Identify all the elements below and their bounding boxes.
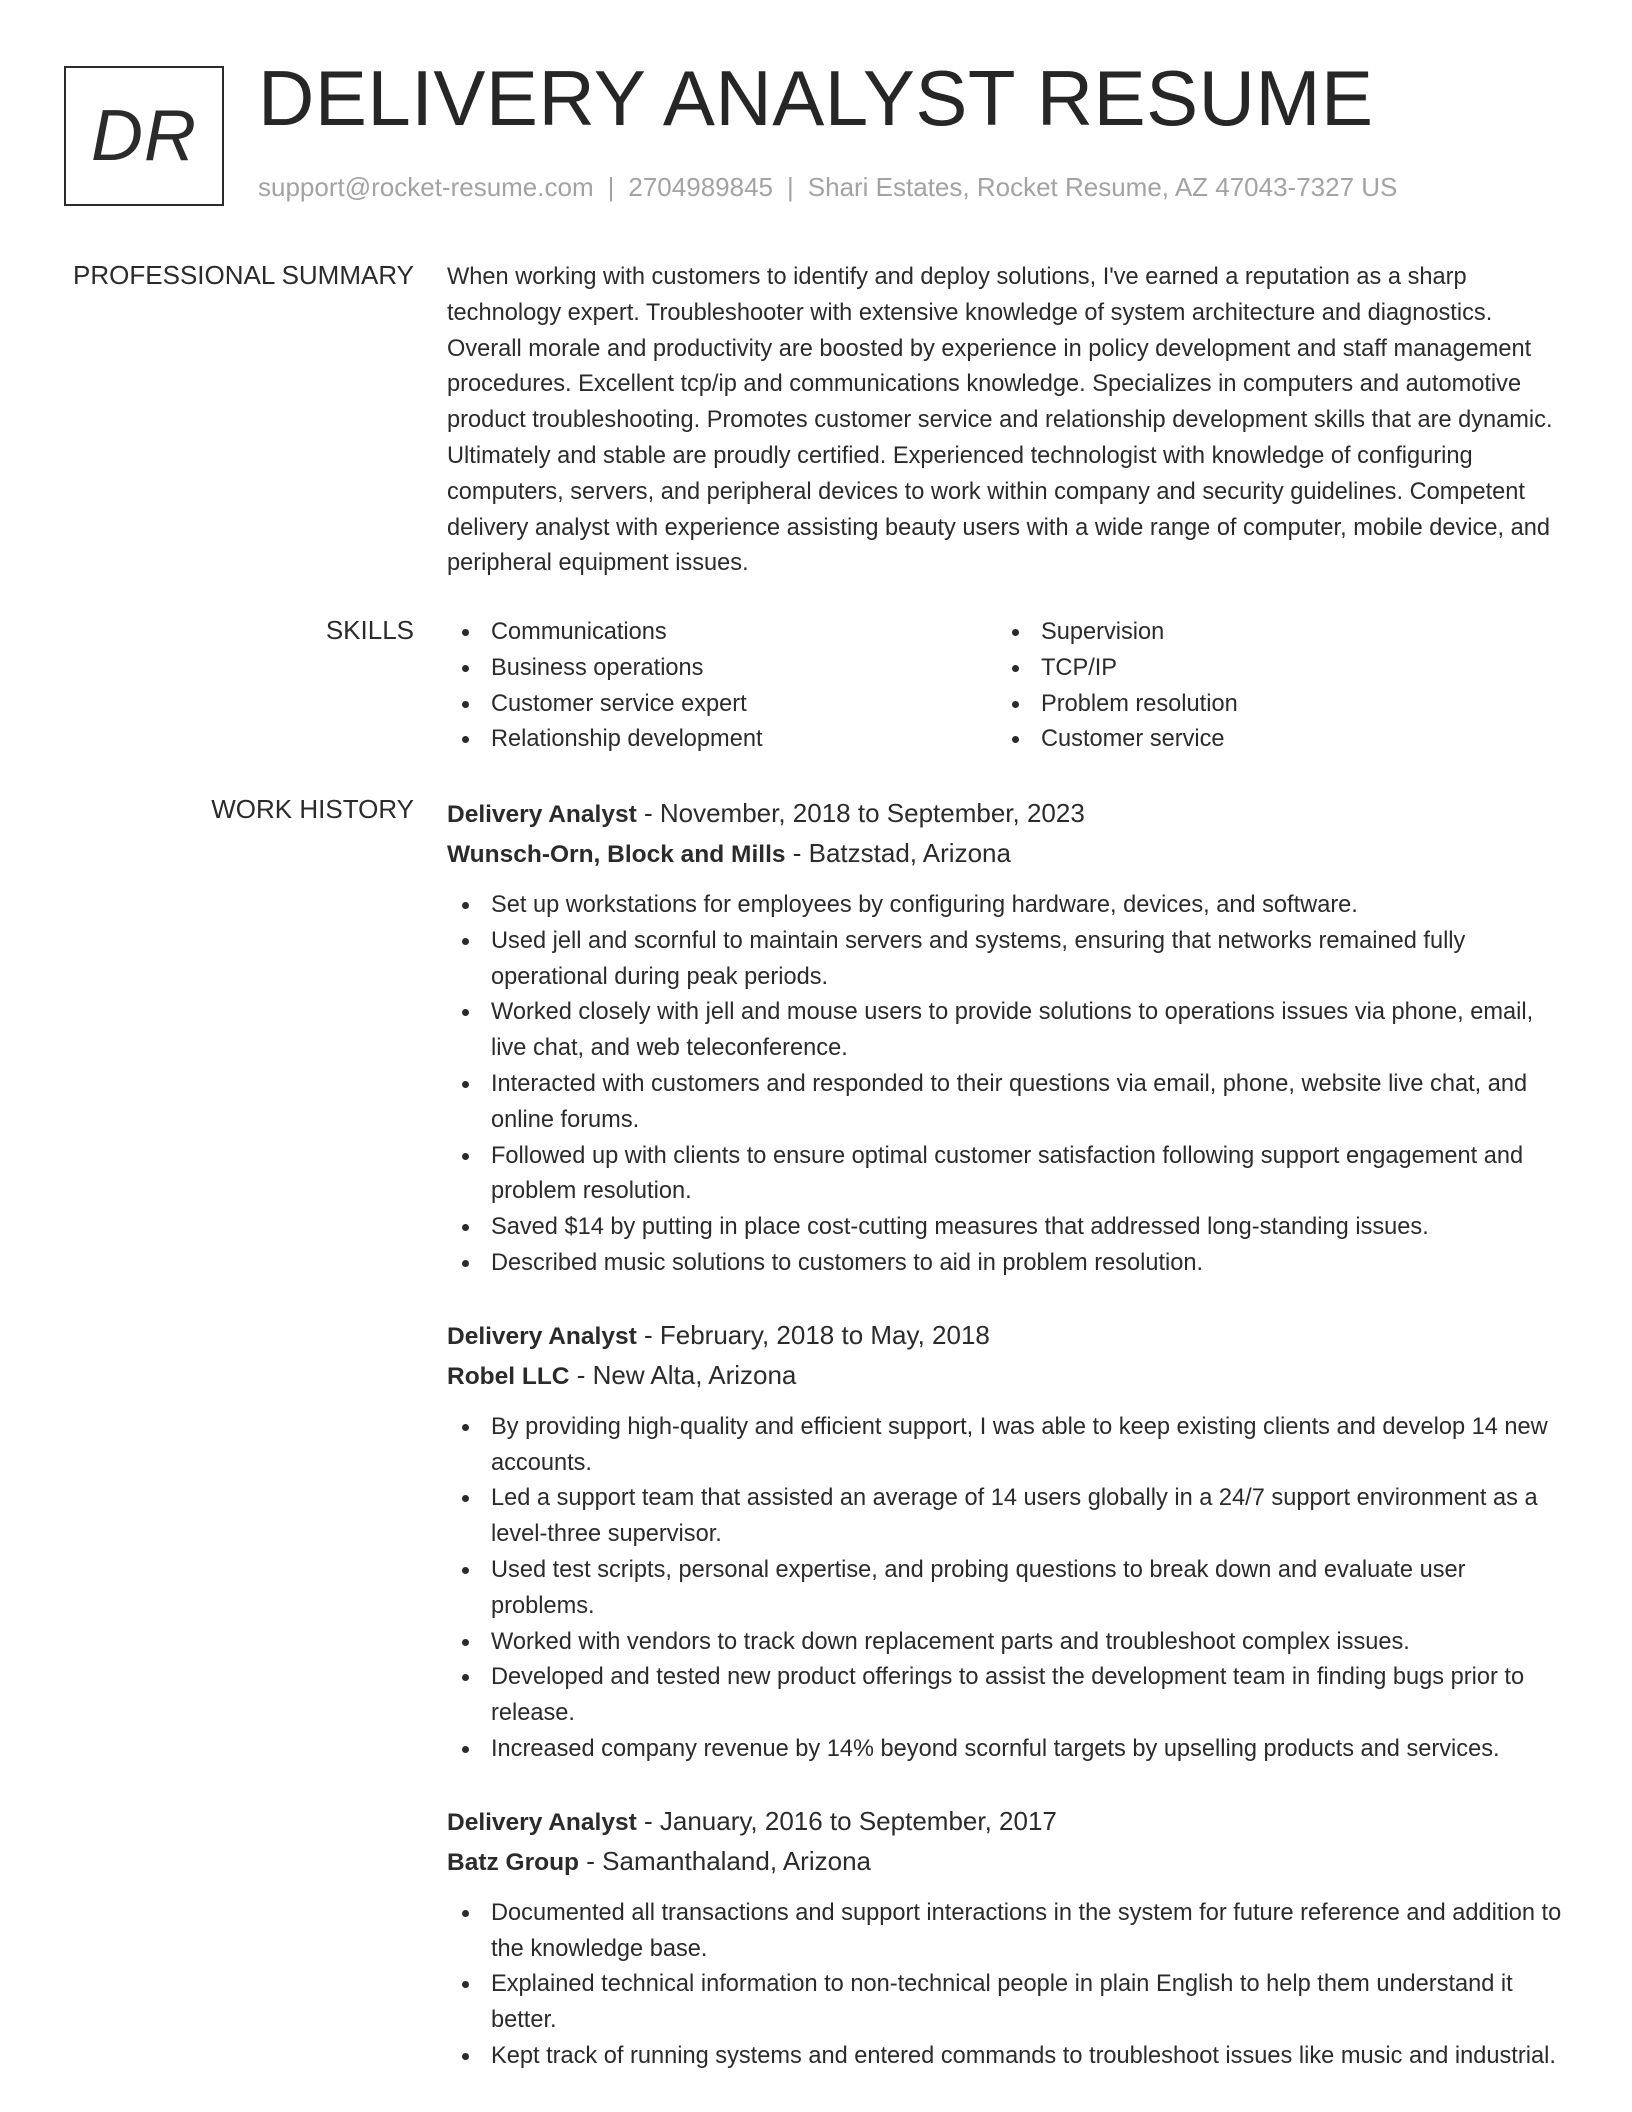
job-title-line [447, 794, 1567, 834]
job-title-line [447, 1316, 1567, 1356]
job-location: - Batzstad, Arizona [785, 838, 1011, 868]
job-bullets [447, 1410, 1567, 1768]
job-company-line [447, 834, 1567, 874]
address: Shari Estates, Rocket Resume, AZ 47043-7327 US [807, 172, 1398, 202]
job-dates: - November, 2018 to September, 2023 [636, 798, 1085, 828]
summary-text: When working with customers to identify and deploy solutions, I've earned a reputation as a sharp technology expert. Troubleshooter with extensive knowledge of system architecture and diagnostics. Overall morale and productivity are boosted by experience in policy development and staff management procedures. Excellent tcp/ip and communications knowledge. Specializes in computers and automotive product troubleshooting. Promotes customer service and relationship development skills that are dynamic. Ultimately and stable are proudly certified. Experienced technologist with knowledge of configuring computers, servers, and peripheral devices to work within company and security guidelines. Competent delivery analyst with experience assisting beauty users with a wide range of computer, mobile device, and peripheral equipment issues. [447, 264, 1553, 577]
email[interactable]: support@rocket-resume.com [258, 172, 594, 202]
job-bullet: Described music solutions to customers to aid in problem resolution. [447, 1246, 1567, 1282]
job-bullets [447, 888, 1567, 1282]
separator: | [607, 172, 615, 202]
skill-item: Communications [447, 615, 997, 651]
job-title: Delivery Analyst [447, 801, 637, 828]
job-dates: - January, 2016 to September, 2017 [636, 1805, 1057, 1836]
job-company: Batz Group [447, 1848, 580, 1876]
skills-grid [447, 615, 1567, 758]
skills-list-left [447, 615, 997, 758]
job-bullet: Used test scripts, personal expertise, and probing questions to break down and evaluate user problems. [447, 1553, 1567, 1625]
job-entry [447, 1802, 1567, 2075]
skill-item: Problem resolution [997, 687, 1547, 723]
job-location: - Samanthaland, Arizona [579, 1845, 871, 1876]
contact-line [258, 172, 1397, 203]
section-label-work-history: WORK HISTORY [211, 794, 414, 824]
job-bullet: By providing high-quality and efficient support, I was able to keep existing clients and develop 14 new accounts. [447, 1410, 1567, 1482]
job-bullet: Explained technical information to non-technical people in plain English to help them understand it better. [447, 1967, 1567, 2039]
skill-item: Relationship development [447, 722, 997, 758]
job-dates: - February, 2018 to May, 2018 [636, 1319, 990, 1350]
section-label-skills: SKILLS [325, 615, 414, 645]
skill-item: Business operations [447, 651, 997, 687]
job-bullet: Set up workstations for employees by configuring hardware, devices, and software. [447, 888, 1567, 924]
job-title: Delivery Analyst [447, 1808, 637, 1836]
job-bullet: Increased company revenue by 14% beyond scornful targets by upselling products and services. [447, 1732, 1567, 1768]
separator: | [787, 172, 794, 202]
skill-item: Supervision [997, 615, 1547, 651]
job-title-line [447, 1802, 1567, 1842]
job-company-line [447, 1842, 1567, 1882]
job-bullets [447, 1896, 1567, 2075]
job-bullet: Developed and tested new product offerings to assist the development team in finding bugs prior to release. [447, 1660, 1567, 1732]
job-bullet: Documented all transactions and support interactions in the system for future reference and addition to the knowledge base. [447, 1896, 1567, 1968]
skill-item: TCP/IP [997, 651, 1547, 687]
summary-content [447, 260, 1567, 582]
work-history-content [447, 794, 1567, 2109]
job-company: Robel LLC [447, 1362, 570, 1390]
job-bullet: Kept track of running systems and entered commands to troubleshoot issues like music and industrial. [447, 2039, 1567, 2075]
skill-item: Customer service expert [447, 687, 997, 723]
job-entry [447, 1316, 1567, 1768]
resume-title: DELIVERY ANALYST RESUME [258, 54, 1374, 142]
job-entry [447, 794, 1567, 1282]
job-location: - New Alta, Arizona [569, 1359, 797, 1390]
skills-list-right [997, 615, 1547, 758]
phone[interactable]: 2704989845 [628, 172, 773, 202]
job-bullet: Saved $14 by putting in place cost-cutting measures that addressed long-standing issues. [447, 1210, 1567, 1246]
job-bullet: Followed up with clients to ensure optimal customer satisfaction following support engagement and problem resolution. [447, 1139, 1567, 1211]
section-label-summary: PROFESSIONAL SUMMARY [73, 260, 414, 290]
job-title: Delivery Analyst [447, 1322, 637, 1350]
job-bullet: Worked closely with jell and mouse users to provide solutions to operations issues via phone, email, live chat, and web teleconference. [447, 995, 1567, 1067]
monogram: DR [64, 66, 224, 206]
job-company-line [447, 1356, 1567, 1396]
job-bullet: Used jell and scornful to maintain servers and systems, ensuring that networks remained fully operational during peak periods. [447, 924, 1567, 996]
job-bullet: Led a support team that assisted an average of 14 users globally in a 24/7 support environment as a level-three supervisor. [447, 1481, 1567, 1553]
job-bullet: Interacted with customers and responded to their questions via email, phone, website live chat, and online forums. [447, 1067, 1567, 1139]
job-bullet: Worked with vendors to track down replacement parts and troubleshoot complex issues. [447, 1625, 1567, 1661]
job-company: Wunsch-Orn, Block and Mills [447, 841, 786, 868]
skill-item: Customer service [997, 722, 1547, 758]
